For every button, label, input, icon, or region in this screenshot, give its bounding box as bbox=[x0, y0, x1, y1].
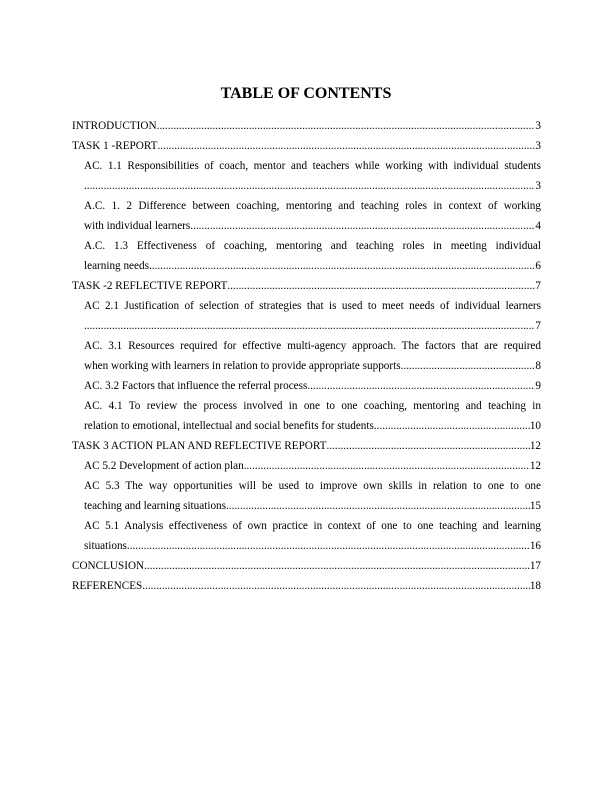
toc-entry[interactable] bbox=[84, 336, 541, 376]
dot-leader bbox=[127, 536, 530, 556]
toc-page-number: 10 bbox=[529, 420, 541, 432]
toc-entry-text: TASK 3 ACTION PLAN AND REFLECTIVE REPORT bbox=[72, 440, 327, 452]
toc-page-number: 3 bbox=[535, 120, 541, 132]
toc-entry-text: teaching and learning situations bbox=[84, 500, 226, 512]
toc-page-number: 12 bbox=[529, 440, 541, 452]
toc-entry-text: learning needs bbox=[84, 260, 149, 272]
toc-entry[interactable] bbox=[72, 556, 541, 576]
toc-entry[interactable] bbox=[84, 296, 541, 336]
toc-entry[interactable] bbox=[84, 236, 541, 276]
dot-leader bbox=[84, 176, 535, 196]
dot-leader bbox=[307, 376, 535, 396]
dot-leader bbox=[401, 356, 536, 376]
toc-page-number: 4 bbox=[535, 220, 541, 232]
table-of-contents bbox=[72, 116, 541, 596]
toc-page-number: 16 bbox=[529, 540, 541, 552]
toc-entry-text: relation to emotional, intellectual and social benefits for students bbox=[84, 420, 374, 432]
toc-entry-text: REFERENCES bbox=[72, 580, 143, 592]
dot-leader bbox=[190, 216, 535, 236]
dot-leader bbox=[244, 456, 530, 476]
dot-leader bbox=[149, 256, 535, 276]
toc-entry-text: AC 5.1 Analysis effectiveness of own practice in context of one to one teaching and learning bbox=[84, 520, 541, 532]
dot-leader bbox=[84, 316, 535, 336]
toc-entry-text: AC. 1.1 Responsibilities of coach, mentor and teachers while working with individual students bbox=[84, 160, 541, 172]
toc-page-number: 15 bbox=[529, 500, 541, 512]
toc-entry-text: A.C. 1. 2 Difference between coaching, mentoring and teaching roles in context of working bbox=[84, 200, 541, 212]
dot-leader bbox=[374, 416, 530, 436]
toc-page-number: 3 bbox=[535, 140, 541, 152]
toc-entry[interactable] bbox=[72, 136, 541, 156]
toc-page-number: 8 bbox=[535, 360, 541, 372]
dot-leader bbox=[157, 136, 535, 156]
toc-entry-text: when working with learners in relation to provide appropriate supports bbox=[84, 360, 401, 372]
toc-title: TABLE OF CONTENTS bbox=[220, 85, 392, 102]
toc-page-number: 12 bbox=[529, 460, 541, 472]
toc-entry-text: TASK 1 -REPORT bbox=[72, 140, 158, 152]
toc-entry[interactable] bbox=[84, 196, 541, 236]
toc-entry-text: AC. 3.2 Factors that influence the referral process bbox=[84, 380, 308, 392]
toc-entry[interactable] bbox=[84, 156, 541, 196]
toc-entry-text: AC 2.1 Justification of selection of strategies that is used to meet needs of individual learners bbox=[84, 300, 541, 312]
toc-page-number: 3 bbox=[535, 180, 541, 192]
toc-entry[interactable] bbox=[84, 476, 541, 516]
toc-entry[interactable] bbox=[84, 376, 541, 396]
dot-leader bbox=[144, 556, 530, 576]
toc-entry[interactable] bbox=[84, 516, 541, 556]
toc-entry-text: AC. 4.1 To review the process involved in one to one coaching, mentoring and teaching in bbox=[84, 400, 541, 412]
toc-page-number: 6 bbox=[535, 260, 541, 272]
dot-leader bbox=[327, 436, 530, 456]
toc-entry-text: CONCLUSION bbox=[72, 560, 145, 572]
dot-leader bbox=[226, 496, 530, 516]
toc-entry-text: with individual learners bbox=[84, 220, 191, 232]
toc-entry[interactable] bbox=[84, 456, 541, 476]
toc-entry-text: AC 5.2 Development of action plan bbox=[84, 460, 244, 472]
toc-page-number: 18 bbox=[529, 580, 541, 592]
toc-entry[interactable] bbox=[72, 276, 541, 296]
toc-entry[interactable] bbox=[72, 436, 541, 456]
toc-entry[interactable] bbox=[84, 396, 541, 436]
toc-entry[interactable] bbox=[72, 576, 541, 596]
toc-entry-text: AC. 3.1 Resources required for effective multi-agency approach. The factors that are required bbox=[84, 340, 541, 352]
toc-page-number: 17 bbox=[529, 560, 541, 572]
toc-entry-text: situations bbox=[84, 540, 127, 552]
toc-entry-text: A.C. 1.3 Effectiveness of coaching, mentoring and teaching roles in meeting individual bbox=[84, 240, 541, 252]
toc-entry-text: TASK -2 REFLECTIVE REPORT bbox=[72, 280, 228, 292]
toc-page-number: 7 bbox=[535, 320, 541, 332]
toc-entry-text: INTRODUCTION bbox=[72, 120, 157, 132]
dot-leader bbox=[157, 116, 536, 136]
toc-entry[interactable] bbox=[72, 116, 541, 136]
dot-leader bbox=[142, 576, 530, 596]
dot-leader bbox=[227, 276, 535, 296]
toc-entry-text: AC 5.3 The way opportunities will be used to improve own skills in relation to one to one bbox=[84, 480, 541, 492]
toc-page-number: 9 bbox=[535, 380, 541, 392]
toc-page-number: 7 bbox=[535, 280, 541, 292]
